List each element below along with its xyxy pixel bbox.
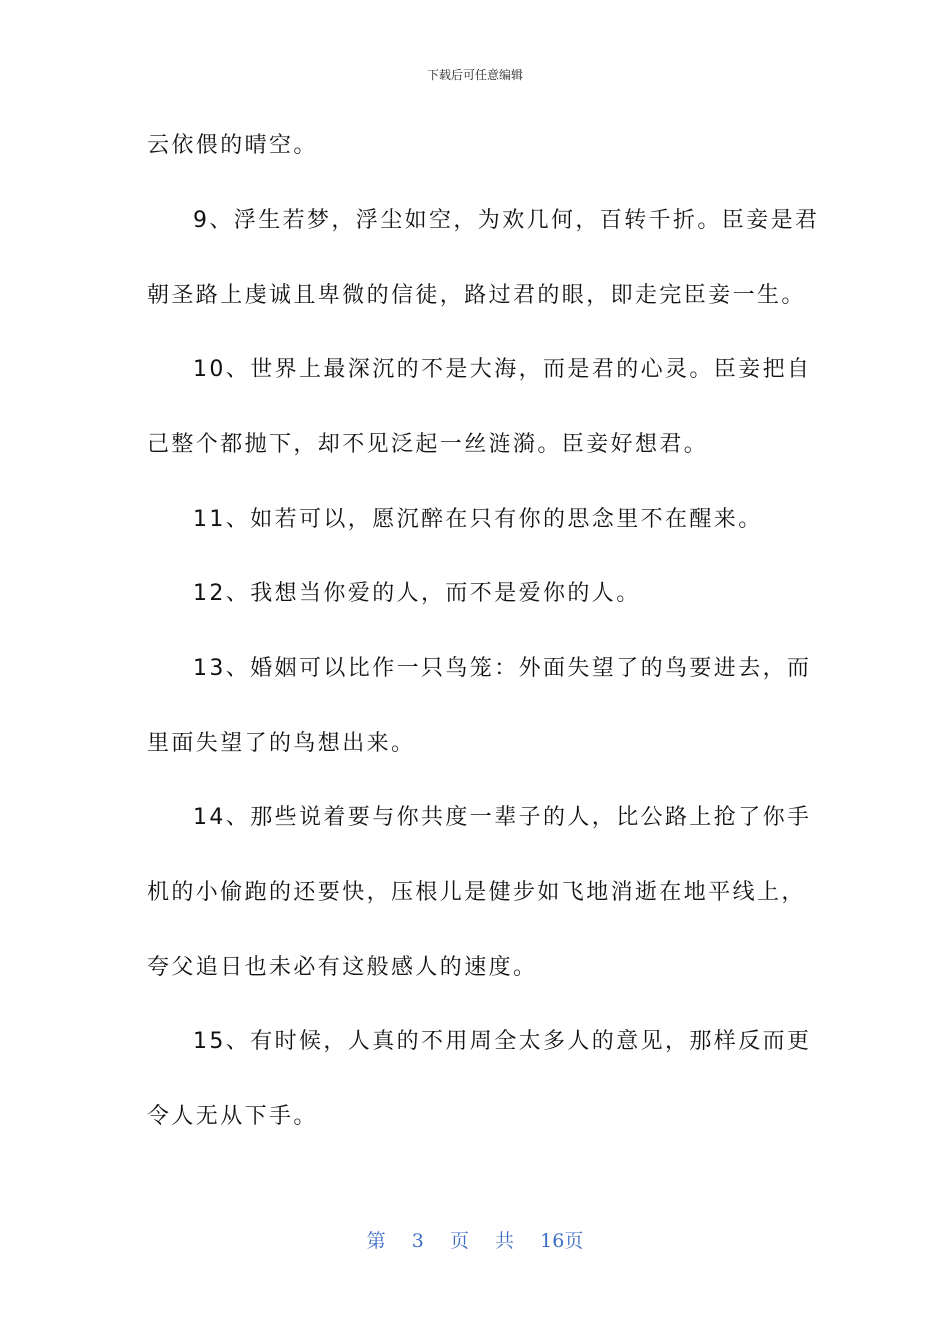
footer-current-page: 3 — [411, 1230, 424, 1252]
body-line: 12、我想当你爱的人，而不是爱你的人。 — [193, 581, 641, 606]
page-header-note: 下载后可任意编辑 — [426, 68, 523, 82]
footer-total-pages: 16页 — [540, 1230, 584, 1252]
body-line: 10、世界上最深沉的不是大海，而是君的心灵。臣妾把自 — [193, 357, 812, 382]
page-number-footer — [0, 1226, 950, 1253]
footer-total-prefix: 共 — [495, 1230, 515, 1252]
body-line: 15、有时候，人真的不用周全太多人的意见，那样反而更 — [193, 1029, 812, 1054]
body-line: 13、婚姻可以比作一只鸟笼：外面失望了的鸟要进去，而 — [193, 656, 812, 681]
body-line: 机的小偷跑的还要快，压根儿是健步如飞地消逝在地平线上， — [147, 880, 806, 905]
body-line: 里面失望了的鸟想出来。 — [147, 731, 416, 756]
body-line: 朝圣路上虔诚且卑微的信徒，路过君的眼，即走完臣妾一生。 — [147, 283, 806, 308]
body-line: 云依偎的晴空。 — [147, 133, 318, 158]
body-line: 己整个都抛下，却不见泛起一丝涟漪。臣妾好想君。 — [147, 432, 709, 457]
footer-page-word: 页 — [449, 1230, 469, 1252]
body-line: 夸父追日也未必有这般感人的速度。 — [147, 955, 538, 980]
body-line: 11、如若可以，愿沉醉在只有你的思念里不在醒来。 — [193, 507, 763, 532]
body-line: 9、浮生若梦，浮尘如空，为欢几何，百转千折。臣妾是君 — [193, 208, 820, 233]
body-line: 令人无从下手。 — [147, 1104, 318, 1129]
footer-prefix: 第 — [366, 1230, 386, 1252]
body-line: 14、那些说着要与你共度一辈子的人，比公路上抢了你手 — [193, 805, 812, 830]
